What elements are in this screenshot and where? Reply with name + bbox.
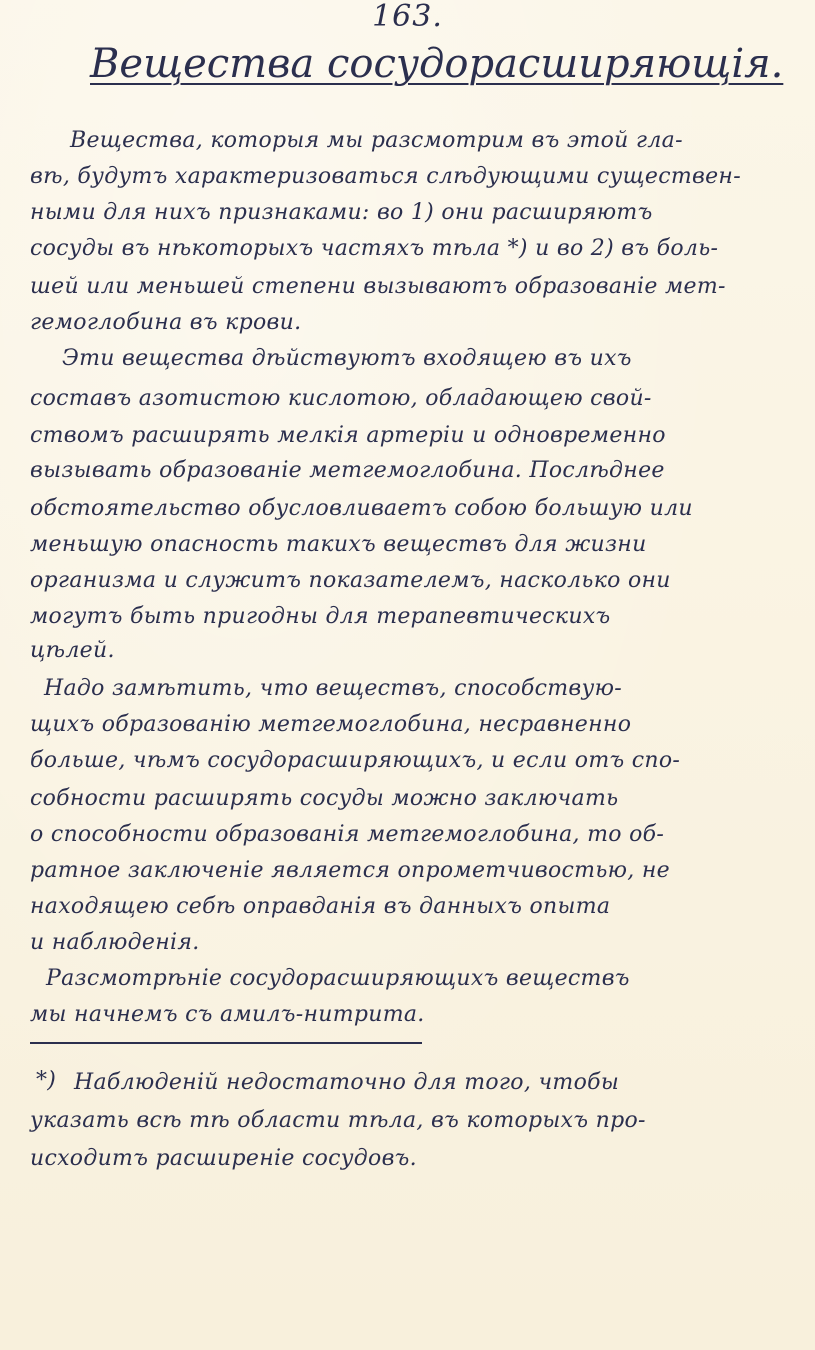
body-line-15: цѣлей. [30,638,115,663]
page-number: 163. [372,0,443,34]
body-line-10: вызывать образованіе метгемоглобина. Послѣднее [30,458,665,483]
body-line-2: вѣ, будутъ характеризоваться слѣдующими существен- [30,164,741,189]
body-line-19: собности расширять сосуды можно заключать [30,786,619,811]
footnote-mark: *) [36,1068,57,1093]
body-line-3: ными для нихъ признаками: во 1) они расширяютъ [30,200,653,225]
body-line-7: Эти вещества дѣйствуютъ входящею въ ихъ [62,346,632,371]
footnote-line-1: Наблюденій недостаточно для того, чтобы [74,1070,620,1095]
page-title: Вещества сосудорасширяющія. [90,41,784,87]
body-line-16: Надо замѣтить, что веществъ, способствую- [44,676,622,701]
body-line-24: Разсмотрѣніе сосудорасширяющихъ веществъ [46,966,630,991]
body-line-8: составъ азотистою кислотою, обладающею свой- [30,386,652,411]
footnote-line-3: исходитъ расширеніе сосудовъ. [30,1146,417,1171]
body-line-11: обстоятельство обусловливаетъ собою большую или [30,496,693,521]
body-line-25: мы начнемъ съ амилъ-нитрита. [30,1002,425,1027]
body-line-23: и наблюденія. [30,930,200,955]
body-line-6: гемоглобина въ крови. [30,310,302,335]
footnote-line-2: указать всѣ тѣ области тѣла, въ которыхъ про- [30,1108,646,1133]
body-line-13: организма и служитъ показателемъ, насколько они [30,568,671,593]
footnote-separator [30,1042,422,1044]
body-line-5: шей или меньшей степени вызываютъ образованіе мет- [30,274,726,299]
body-line-20: о способности образованія метгемоглобина, то об- [30,822,665,847]
body-line-4: сосуды въ нѣкоторыхъ частяхъ тѣла *) и во 2) въ боль- [30,236,719,261]
body-line-12: меньшую опасность такихъ веществъ для жизни [30,532,647,557]
body-line-18: больше, чѣмъ сосудорасширяющихъ, и если отъ спо- [30,748,681,773]
body-line-17: щихъ образованію метгемоглобина, несравненно [30,712,632,737]
body-line-22: находящею себѣ оправданія въ данныхъ опыта [30,894,611,919]
body-line-21: ратное заключеніе является опрометчивостью, не [30,858,670,883]
body-line-14: могутъ быть пригодны для терапевтическихъ [30,604,611,629]
body-line-9: ствомъ расширять мелкія артеріи и одновременно [30,423,666,448]
body-line-1: Вещества, которыя мы разсмотрим въ этой гла- [70,128,683,153]
